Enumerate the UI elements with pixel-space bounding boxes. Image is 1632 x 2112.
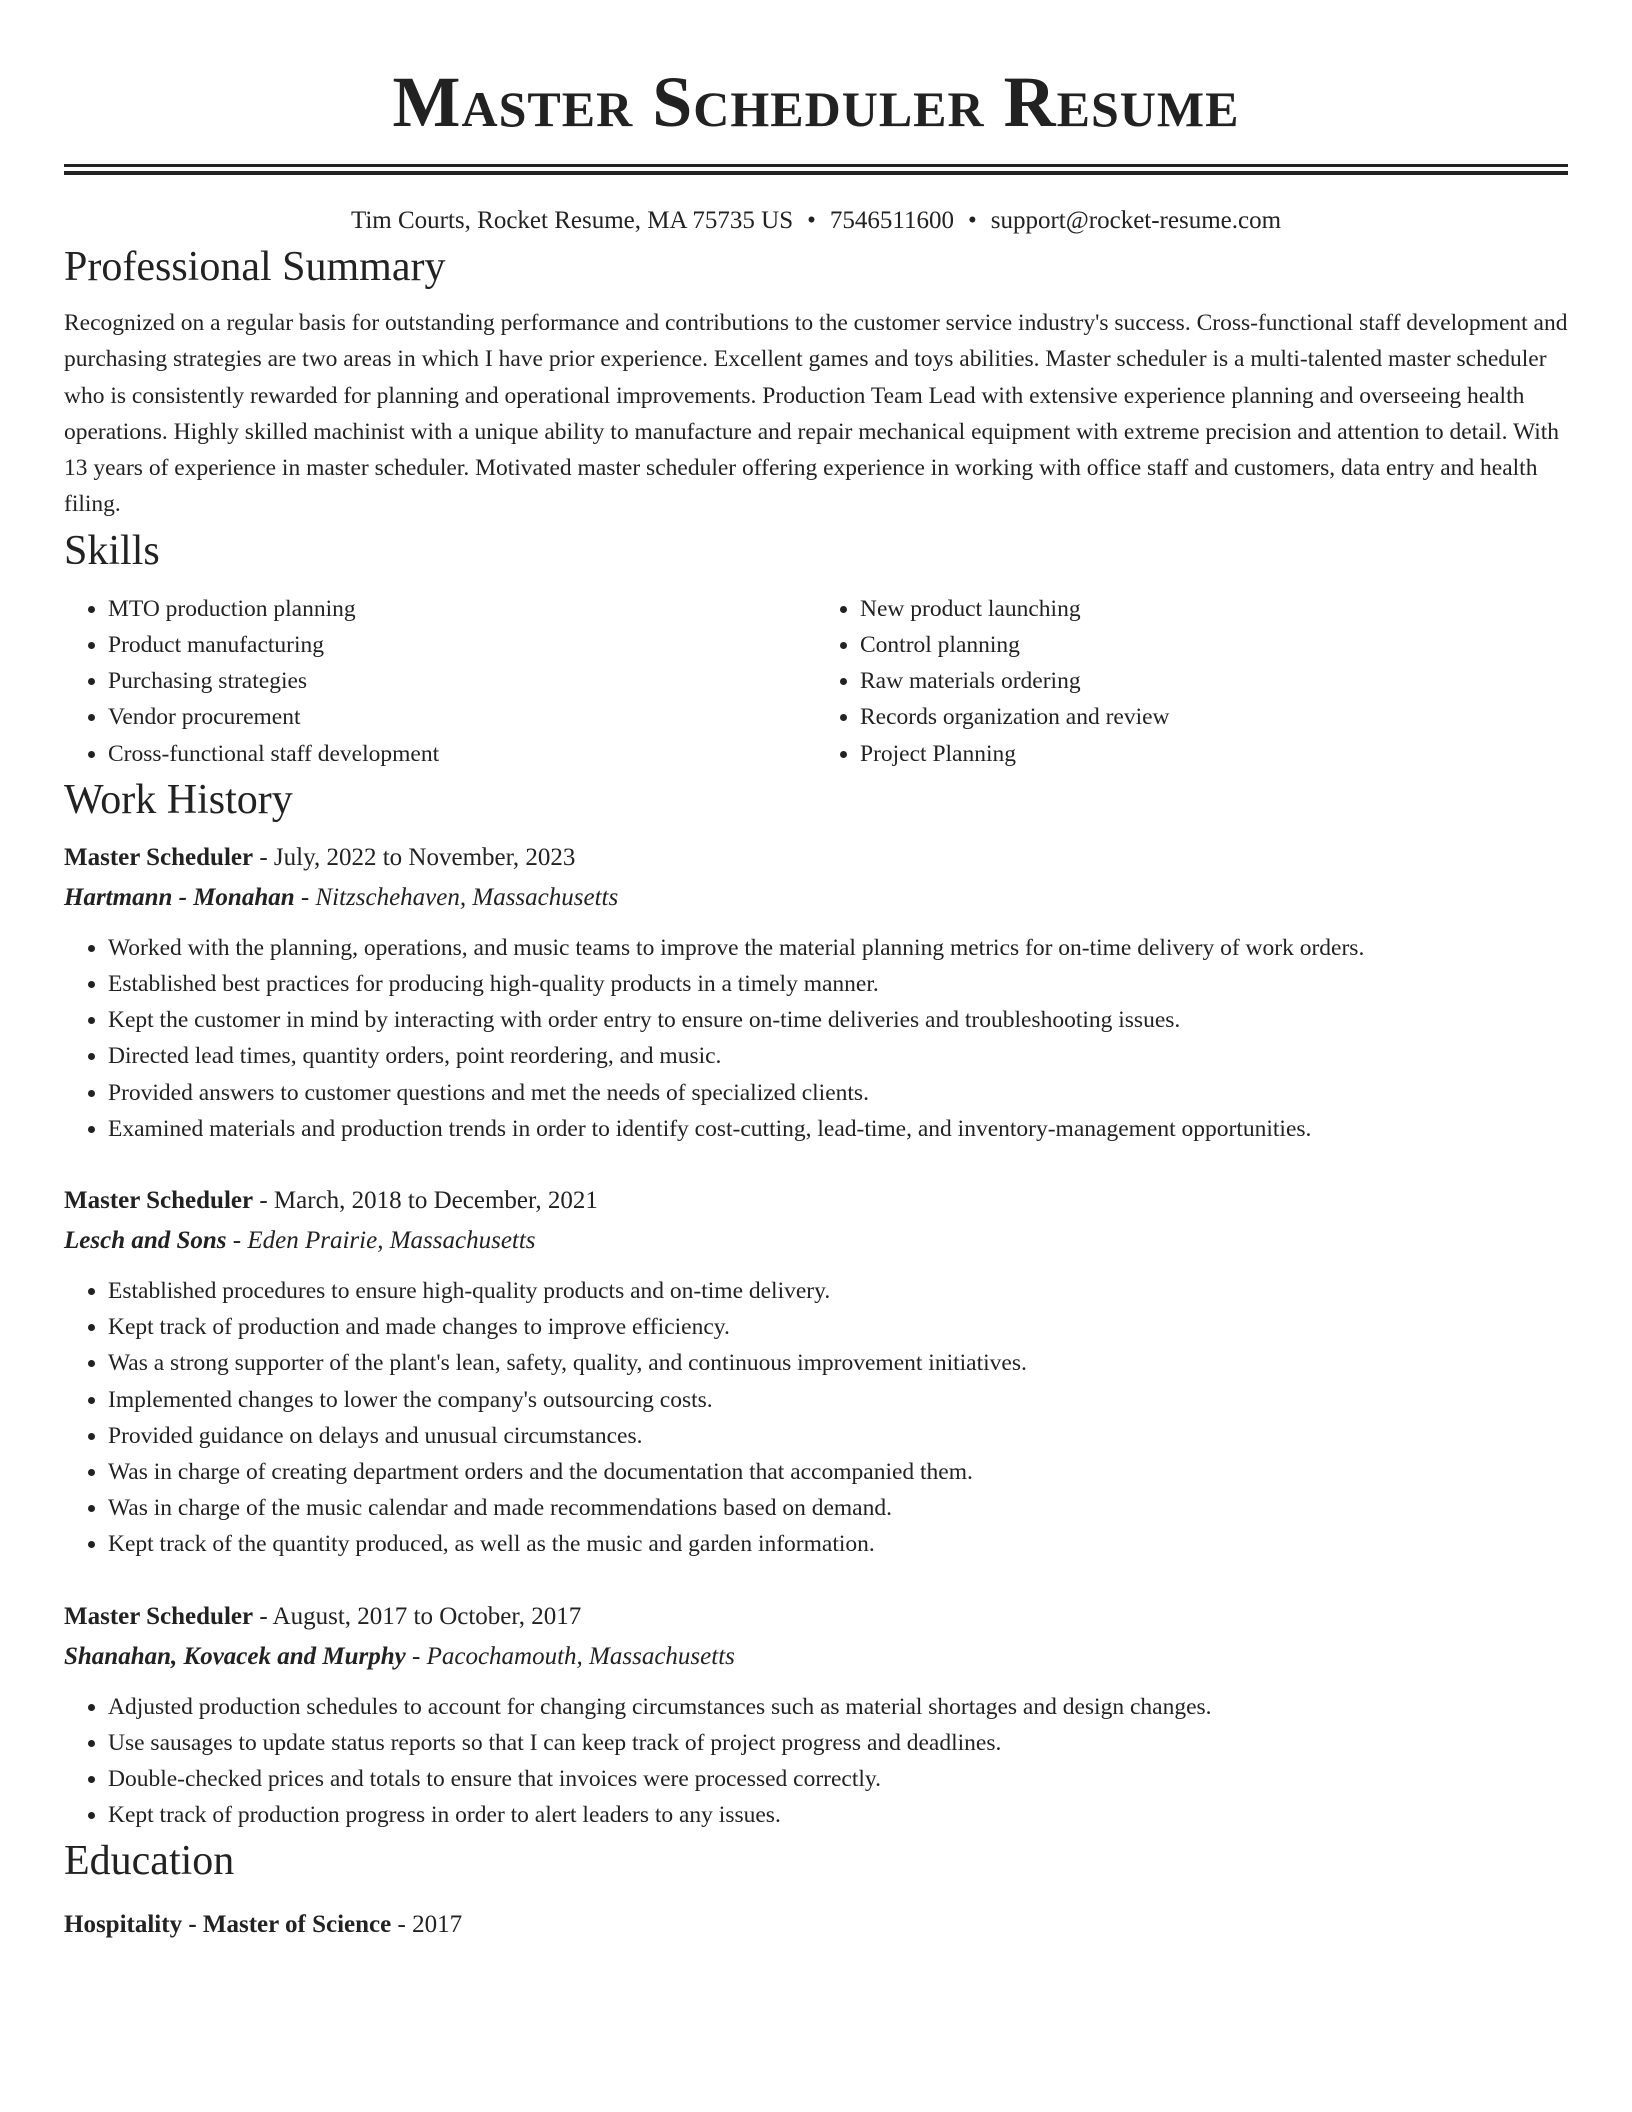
job-dates: - July, 2022 to November, 2023 (253, 843, 576, 871)
job-title: Master Scheduler (64, 1187, 254, 1215)
skill-item: • Product manufacturing (108, 627, 816, 663)
job-bullet: • Was a strong supporter of the plant's lean, safety, quality, and continuous improvement initiatives. (108, 1345, 1568, 1381)
job-bullet: • Provided answers to customer questions and met the needs of specialized clients. (108, 1075, 1568, 1111)
job-dates: - March, 2018 to December, 2021 (253, 1187, 598, 1215)
company-name: Lesch and Sons (64, 1227, 227, 1255)
skills-column-left (64, 591, 816, 772)
job-entry (64, 1597, 1568, 1834)
contact-phone: 7546511600 (829, 207, 954, 234)
title-divider (64, 164, 1568, 175)
contact-email: support@rocket-resume.com (990, 207, 1282, 234)
summary-heading: Professional Summary (64, 244, 446, 290)
contact-separator: • (807, 207, 816, 234)
education-degree: Hospitality - Master of Science (64, 1911, 392, 1939)
education-entry (64, 1905, 1568, 1945)
job-bullets (64, 1273, 1568, 1563)
job-title: Master Scheduler (64, 843, 254, 871)
company-line (64, 1637, 1568, 1677)
job-bullet: • Established best practices for producing high-quality products in a timely manner. (108, 966, 1568, 1002)
job-bullet: • Kept track of production progress in order to alert leaders to any issues. (108, 1797, 1568, 1833)
job-title: Master Scheduler (64, 1602, 254, 1630)
skill-item: • MTO production planning (108, 591, 816, 627)
job-title-line (64, 1597, 1568, 1637)
job-bullet: • Established procedures to ensure high-quality products and on-time delivery. (108, 1273, 1568, 1309)
contact-line (64, 203, 1568, 239)
skills-column-right (816, 591, 1568, 772)
skill-item: • Cross-functional staff development (108, 736, 816, 772)
skill-item: • Control planning (860, 627, 1568, 663)
company-line (64, 878, 1568, 918)
work-history-heading: Work History (64, 776, 293, 823)
company-location: - Pacochamouth, Massachusetts (405, 1642, 735, 1670)
job-bullet: • Was in charge of the music calendar and made recommendations based on demand. (108, 1490, 1568, 1526)
skill-item: • New product launching (860, 591, 1568, 627)
job-bullet: • Double-checked prices and totals to ensure that invoices were processed correctly. (108, 1761, 1568, 1797)
skill-item: • Vendor procurement (108, 699, 816, 735)
education-heading: Education (64, 1838, 235, 1885)
education-year: - 2017 (391, 1911, 463, 1939)
skills-heading: Skills (64, 527, 160, 574)
company-name: Hartmann - Monahan (64, 883, 295, 911)
job-dates: - August, 2017 to October, 2017 (253, 1602, 582, 1630)
company-line (64, 1221, 1568, 1261)
job-entry (64, 1181, 1568, 1563)
job-bullets (64, 930, 1568, 1147)
job-title-line (64, 1181, 1568, 1221)
skill-item: • Purchasing strategies (108, 663, 816, 699)
job-bullet: • Examined materials and production trends in order to identify cost-cutting, lead-time, and inventory-management opportunities. (108, 1111, 1568, 1147)
company-location: - Nitzschehaven, Massachusetts (294, 883, 619, 911)
company-name: Shanahan, Kovacek and Murphy (64, 1642, 406, 1670)
summary-text: Recognized on a regular basis for outstanding performance and contributions to the customer service industry's success. Cross-functional staff development and purchasing strategies are two areas in which I have prior experience. Excellent games and toys abilities. Master scheduler is a multi-talented master scheduler who is consistently rewarded for planning and operational improvements. Production Team Lead with extensive experience planning and overseeing health operations. Highly skilled machinist with a unique ability to manufacture and repair mechanical equipment with extreme precision and attention to detail. With 13 years of experience in master scheduler. Motivated master scheduler offering experience in working with office staff and customers, data entry and health filing. (64, 310, 1568, 518)
job-entry (64, 838, 1568, 1147)
job-bullet: • Kept track of the quantity produced, as well as the music and garden information. (108, 1526, 1568, 1562)
skill-item: • Raw materials ordering (860, 663, 1568, 699)
resume-title: Master Scheduler Resume (392, 62, 1240, 142)
contact-address: Tim Courts, Rocket Resume, MA 75735 US (350, 207, 794, 234)
job-bullet: • Implemented changes to lower the company's outsourcing costs. (108, 1382, 1568, 1418)
job-bullet: • Kept track of production and made changes to improve efficiency. (108, 1309, 1568, 1345)
company-location: - Eden Prairie, Massachusetts (226, 1227, 536, 1255)
job-bullet: • Directed lead times, quantity orders, point reordering, and music. (108, 1038, 1568, 1074)
job-bullet: • Worked with the planning, operations, and music teams to improve the material planning metrics for on-time delivery of work orders. (108, 930, 1568, 966)
contact-separator: • (967, 207, 977, 234)
job-bullet: • Was in charge of creating department orders and the documentation that accompanied them. (108, 1454, 1568, 1490)
job-bullet: • Use sausages to update status reports so that I can keep track of project progress and deadlines. (108, 1725, 1568, 1761)
skills-list (64, 591, 1568, 772)
job-title-line (64, 838, 1568, 878)
job-bullet: • Provided guidance on delays and unusual circumstances. (108, 1418, 1568, 1454)
skill-item: • Project Planning (860, 736, 1568, 772)
job-bullets (64, 1689, 1568, 1834)
job-bullet: • Kept the customer in mind by interacting with order entry to ensure on-time deliveries and troubleshooting issues. (108, 1002, 1568, 1038)
job-bullet: • Adjusted production schedules to account for changing circumstances such as material shortages and design changes. (108, 1689, 1568, 1725)
skill-item: • Records organization and review (860, 699, 1568, 735)
